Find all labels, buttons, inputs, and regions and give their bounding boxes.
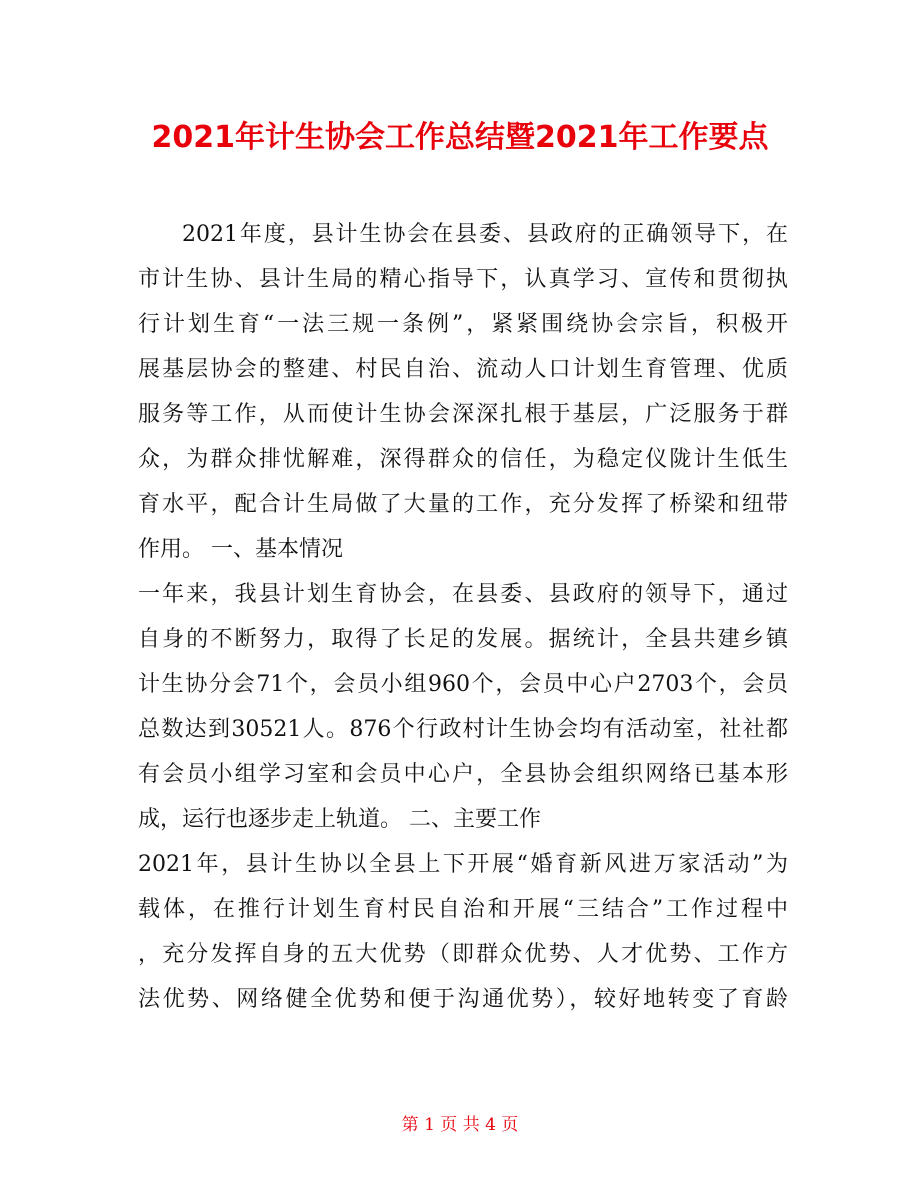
body-line-18: 法优势、网络健全优势和便于沟通优势），较好地转变了育龄: [138, 987, 788, 1012]
body-line-12: 总数达到30521人。876个行政村计生协会均有活动室，社社都: [138, 717, 788, 742]
body-line-3: 行计划生育“一法三规一条例”，紧紧围绕协会宗旨，积极开: [138, 312, 788, 337]
body-line-2: 市计生协、县计生局的精心指导下，认真学习、宣传和贯彻执: [138, 267, 788, 292]
body-line-10: 自身的不断努力，取得了长足的发展。据统计，全县共建乡镇: [138, 627, 788, 652]
page-footer: 第 1 页 共 4 页: [401, 1115, 519, 1135]
body-line-7: 育水平，配合计生局做了大量的工作，充分发挥了桥梁和纽带: [138, 492, 788, 517]
body-line-1: 2021年度，县计生协会在县委、县政府的正确领导下，在: [182, 222, 788, 247]
body-line-15: 2021年，县计生协以全县上下开展“婚育新风进万家活动”为: [138, 852, 788, 877]
document-title: 2021年计生协会工作总结暨2021年工作要点: [151, 120, 769, 155]
body-line-11: 计生协分会71个，会员小组960个，会员中心户2703个，会员: [138, 672, 788, 697]
body-line-9: 一年来，我县计划生育协会，在县委、县政府的领导下，通过: [138, 582, 788, 607]
body-line-16: 载体，在推行计划生育村民自治和开展“三结合”工作过程中: [138, 897, 788, 922]
body-line-5: 服务等工作，从而使计生协会深深扎根于基层，广泛服务于群: [138, 402, 788, 427]
body-line-13: 有会员小组学习室和会员中心户，全县协会组织网络已基本形: [138, 762, 788, 787]
body-line-6: 众，为群众排忧解难，深得群众的信任，为稳定仪陇计生低生: [138, 447, 788, 472]
body-line-17: ，充分发挥自身的五大优势（即群众优势、人才优势、工作方: [138, 942, 788, 967]
body-line-14: 成，运行也逐步走上轨道。 二、主要工作: [138, 807, 541, 832]
body-line-8: 作用。 一、基本情况: [138, 537, 343, 562]
document-body: [138, 212, 788, 1022]
body-line-4: 展基层协会的整建、村民自治、流动人口计划生育管理、优质: [138, 357, 788, 382]
